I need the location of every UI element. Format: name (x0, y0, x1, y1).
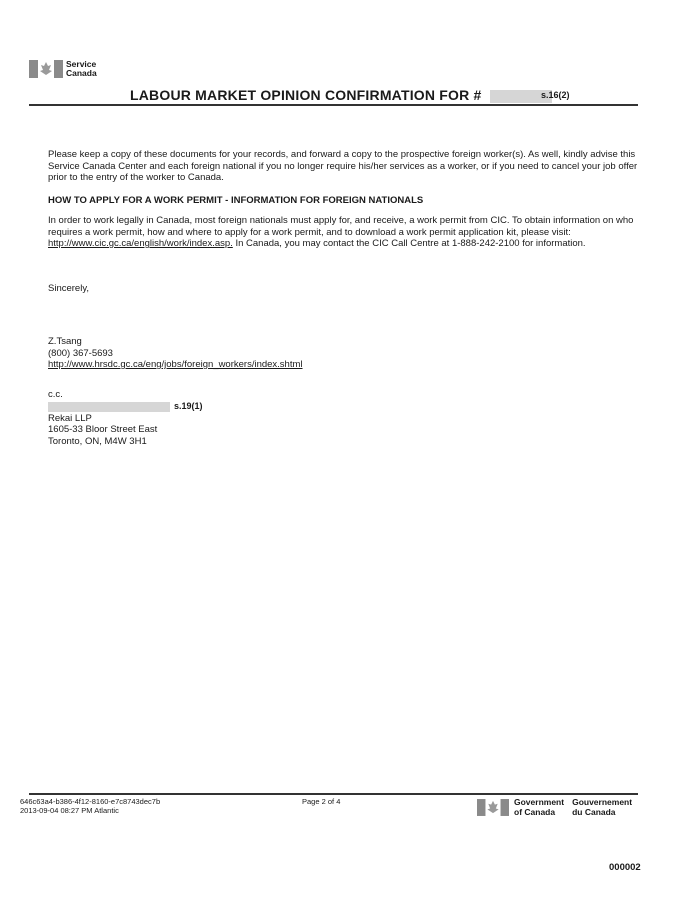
header-divider (29, 104, 638, 106)
cc-redaction-box (48, 402, 170, 412)
service-canada-logo (29, 59, 97, 79)
signer-name: Z.Tsang (48, 336, 82, 347)
gov-fr-line1: Gouvernement (572, 797, 633, 807)
page-title (130, 87, 552, 103)
gov-fr (572, 798, 632, 817)
gov-en (514, 798, 564, 817)
cc-street: 1605-33 Bloor Street East (48, 424, 158, 435)
closing: Sincerely, (48, 283, 90, 294)
document-number: 000002 (609, 862, 641, 873)
footer-divider (29, 793, 638, 795)
brand-text (66, 60, 97, 78)
footer-meta (20, 797, 160, 815)
intro-paragraph: Please keep a copy of these documents for your records, and forward a copy to the prospective foreign worker(s). As well, kindly advise this Service Canada Center and each foreign national if you no longer require his/her services as a worker, or if you need to cancel your job offer prior to the entry of the worker to Canada. (48, 149, 638, 183)
title-section-ref: s.16(2) (541, 90, 570, 100)
footer-doc-id: 646c63a4-b386-4f12-8160-e7c8743dec7b (20, 797, 161, 806)
gov-en-line1: Government (514, 797, 565, 807)
brand-line2: Canada (66, 68, 97, 78)
gov-en-line2: of Canada (514, 806, 556, 817)
gov-fr-line2: du Canada (572, 806, 616, 817)
brand-line1: Service (66, 59, 97, 69)
canada-flag-icon (477, 798, 509, 817)
footer-timestamp: 2013-09-04 08:27 PM Atlantic (20, 806, 119, 815)
paragraph-text-before: In order to work legally in Canada, most foreign nationals must apply for, and receive, a work permit from CIC. To obtain information on who requires a work permit, how and where to apply for a work permit, and to download a work permit application kit, please visit: (48, 215, 634, 238)
signer-phone: (800) 367-5693 (48, 347, 113, 359)
cc-label: c.c. (48, 389, 63, 400)
title-text: LABOUR MARKET OPINION CONFIRMATION FOR # (130, 87, 482, 103)
government-of-canada-logo (477, 798, 632, 817)
hrsdc-link[interactable]: http://www.hrsdc.gc.ca/eng/jobs/foreign_workers/index.shtml (48, 359, 303, 370)
paragraph-text-after: In Canada, you may contact the CIC Call Centre at 1-888-242-2100 for information. (232, 238, 586, 249)
cc-block (48, 389, 648, 447)
work-permit-paragraph (48, 215, 648, 250)
work-permit-heading: HOW TO APPLY FOR A WORK PERMIT - INFORMATION FOR FOREIGN NATIONALS (48, 195, 424, 206)
cc-city: Toronto, ON, M4W 3H1 (48, 435, 147, 447)
cc-org: Rekai LLP (48, 412, 92, 424)
cc-section-ref: s.19(1) (174, 400, 203, 411)
signature-block (48, 336, 648, 371)
cic-work-link[interactable]: http://www.cic.gc.ca/english/work/index.asp. (48, 238, 233, 249)
page-number: Page 2 of 4 (302, 797, 341, 806)
canada-flag-icon (29, 59, 63, 79)
